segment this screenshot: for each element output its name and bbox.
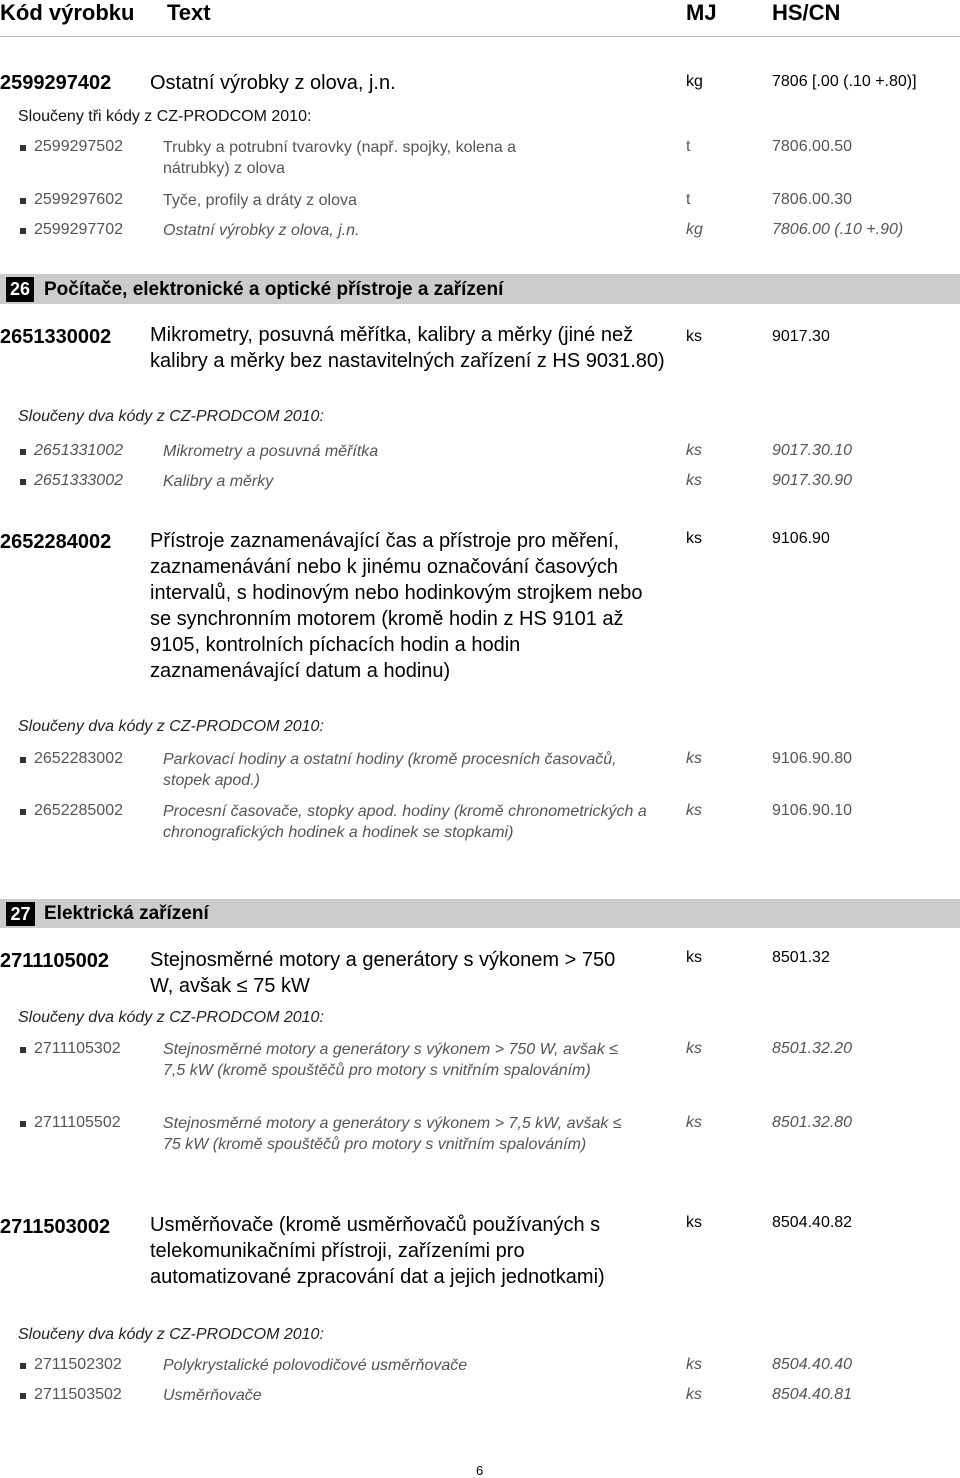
sub-text: Ostatní výrobky z olova, j.n. [163, 222, 360, 239]
section-title: Elektrická zařízení [44, 903, 209, 924]
sub-code: 2651331002 [34, 442, 123, 459]
product-text: Přístroje zaznamenávající čas a přístroje pro měření, zaznamenávání nebo k jinému označování časových intervalů, s hodinovým nebo hodinkovým strojkem nebo se synchronním motorem (kromě hodin z HS 9101 až 9105, kontrolních píchacích hodin a hodin zaznamenávající datum a hodinu) [150, 530, 643, 682]
sub-code: 2599297702 [34, 221, 123, 238]
sub-code: 2599297602 [34, 191, 123, 208]
sub-hs-code: 9017.30.10 [772, 442, 853, 459]
product-text: Mikrometry, posuvná měřítka, kalibry a měrky (jiné než kalibry a měrky bez nastavitelných zařízení z HS 9031.80) [150, 324, 665, 372]
bullet-icon [20, 809, 26, 815]
sub-unit: ks [686, 750, 702, 767]
section-number: 26 [6, 277, 34, 302]
column-header-code: Kód výrobku [0, 0, 135, 25]
bullet-icon [20, 145, 26, 151]
bullet-icon [20, 1393, 26, 1399]
sub-hs-code: 8501.32.80 [772, 1114, 853, 1131]
product-text: Usměrňovače (kromě usměrňovačů používaných s telekomunikačními přístroji, zařízeními pro automatizované zpracování dat a jejich jednotkami) [150, 1214, 605, 1288]
sub-hs-code: 7806.00.50 [772, 138, 853, 155]
sub-code: 2711502302 [34, 1356, 122, 1373]
product-unit: ks [686, 1214, 702, 1231]
sub-text: Stejnosměrné motory a generátory s výkonem > 7,5 kW, avšak ≤ 75 kW (kromě spouštěčů pro motory s vnitřním spalováním) [163, 1115, 622, 1153]
bullet-icon [20, 1363, 26, 1369]
header-divider [0, 36, 960, 37]
product-code: 2599297402 [0, 72, 112, 94]
sub-text: Usměrňovače [163, 1387, 262, 1404]
merged-codes-label: Sloučeny dva kódy z CZ-PRODCOM 2010: [18, 408, 324, 425]
sub-hs-code: 9017.30.90 [772, 472, 853, 489]
product-text: Stejnosměrné motory a generátory s výkonem > 750 W, avšak ≤ 75 kW [150, 949, 616, 997]
sub-code: 2711503502 [34, 1386, 122, 1403]
bullet-icon [20, 1121, 26, 1127]
sub-unit: ks [686, 442, 702, 459]
column-header-hs: HS/CN [772, 0, 841, 25]
sub-code: 2651333002 [34, 472, 123, 489]
product-unit: kg [686, 73, 703, 90]
sub-unit: ks [686, 472, 702, 489]
sub-hs-code: 8501.32.20 [772, 1040, 853, 1057]
sub-unit: ks [686, 802, 702, 819]
bullet-icon [20, 757, 26, 763]
sub-hs-code: 7806.00 (.10 +.90) [772, 221, 904, 238]
section-number: 27 [6, 902, 35, 926]
merged-codes-label: Sloučeny dva kódy z CZ-PRODCOM 2010: [18, 1326, 324, 1343]
product-code: 2711503002 [0, 1216, 111, 1238]
product-text: Ostatní výrobky z olova, j.n. [150, 72, 396, 94]
sub-hs-code: 8504.40.40 [772, 1356, 853, 1373]
sub-unit: ks [686, 1386, 702, 1403]
sub-hs-code: 9106.90.80 [772, 750, 853, 767]
merged-codes-label: Sloučeny dva kódy z CZ-PRODCOM 2010: [18, 718, 324, 735]
sub-text: Kalibry a měrky [163, 473, 274, 490]
product-code: 2652284002 [0, 531, 112, 553]
product-unit: ks [686, 530, 702, 547]
sub-code: 2652283002 [34, 750, 123, 767]
sub-unit: ks [686, 1356, 702, 1373]
product-hs-code: 7806 [.00 (.10 +.80)] [772, 73, 917, 90]
product-hs-code: 8501.32 [772, 949, 830, 966]
product-hs-code: 9017.30 [772, 328, 830, 345]
sub-unit: ks [686, 1040, 702, 1057]
bullet-icon [20, 479, 26, 485]
sub-unit: ks [686, 1114, 702, 1131]
sub-text: Stejnosměrné motory a generátory s výkonem > 750 W, avšak ≤ 7,5 kW (kromě spouštěčů pro motory s vnitřním spalováním) [163, 1041, 619, 1079]
merged-codes-label: Sloučeny tři kódy z CZ-PRODCOM 2010: [18, 108, 312, 125]
product-code: 2651330002 [0, 326, 112, 348]
sub-unit: t [686, 138, 691, 155]
sub-hs-code: 7806.00.30 [772, 191, 853, 208]
sub-text: Procesní časovače, stopky apod. hodiny (kromě chronometrických a chronografických hodinek a hodinek se stopkami) [163, 803, 647, 841]
column-header-text: Text [167, 0, 211, 25]
bullet-icon [20, 198, 26, 204]
sub-code: 2711105502 [34, 1114, 121, 1131]
sub-text: Polykrystalické polovodičové usměrňovače [163, 1357, 468, 1374]
product-unit: ks [686, 949, 702, 966]
sub-unit: kg [686, 221, 703, 238]
sub-code: 2599297502 [34, 138, 123, 155]
sub-unit: t [686, 191, 691, 208]
bullet-icon [20, 228, 26, 234]
sub-text: Mikrometry a posuvná měřítka [163, 443, 379, 460]
product-hs-code: 8504.40.82 [772, 1214, 853, 1231]
column-header-mj: MJ [686, 0, 717, 25]
sub-text: Tyče, profily a dráty z olova [163, 192, 357, 209]
sub-hs-code: 8504.40.81 [772, 1386, 853, 1403]
sub-code: 2711105302 [34, 1040, 121, 1057]
product-hs-code: 9106.90 [772, 530, 830, 547]
product-unit: ks [686, 328, 702, 345]
bullet-icon [20, 1047, 26, 1053]
sub-hs-code: 9106.90.10 [772, 802, 853, 819]
section-title: Počítače, elektronické a optické přístroje a zařízení [44, 279, 504, 300]
merged-codes-label: Sloučeny dva kódy z CZ-PRODCOM 2010: [18, 1009, 324, 1026]
sub-text: Trubky a potrubní tvarovky (např. spojky, kolena a nátrubky) z olova [163, 139, 517, 177]
product-code: 2711105002 [0, 950, 110, 972]
page-number: 6 [476, 1463, 484, 1478]
sub-text: Parkovací hodiny a ostatní hodiny (kromě procesních časovačů, stopek apod.) [163, 751, 617, 789]
bullet-icon [20, 449, 26, 455]
sub-code: 2652285002 [34, 802, 123, 819]
